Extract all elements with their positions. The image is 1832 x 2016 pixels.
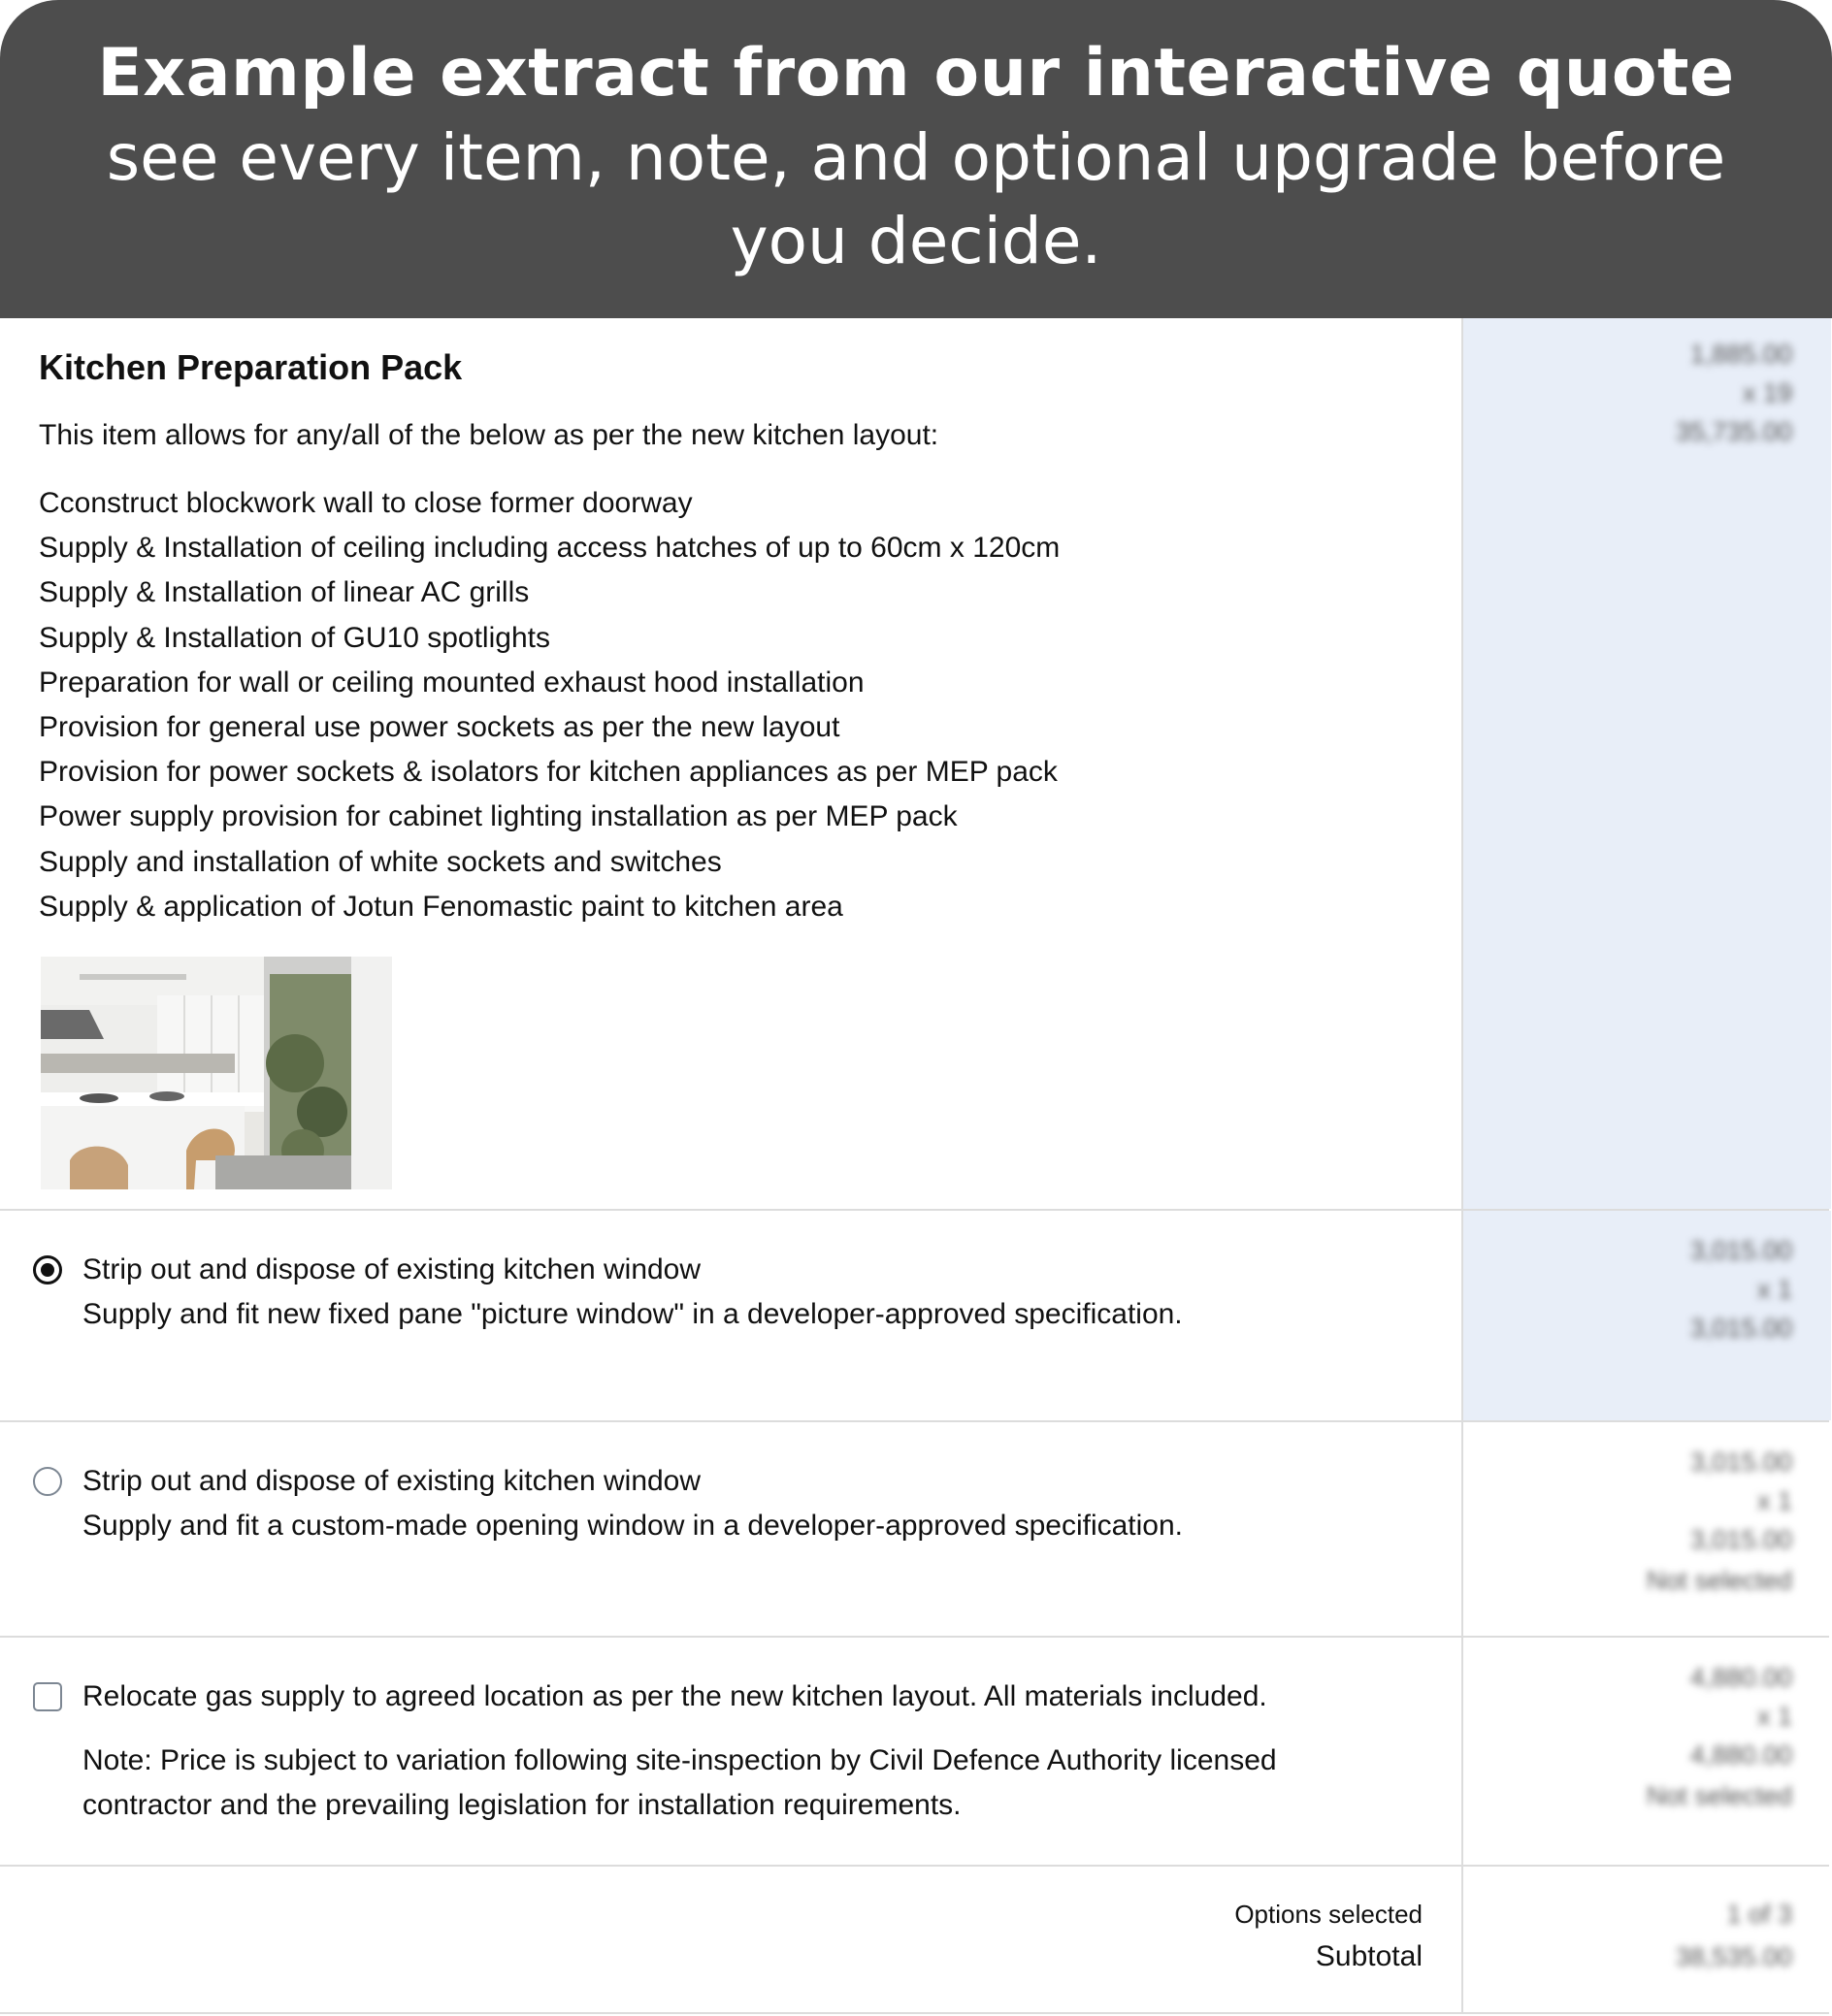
- option-radio-unselected[interactable]: [33, 1467, 62, 1496]
- option-checkbox[interactable]: [33, 1682, 62, 1711]
- option-title: Relocate gas supply to agreed location as per the new kitchen layout. All materials included.: [82, 1680, 1267, 1712]
- option-detail: Supply and fit a custom-made opening window in a developer-approved specification.: [82, 1510, 1184, 1542]
- option-row[interactable]: [0, 1211, 1829, 1422]
- scope-line: Preparation for wall or ceiling mounted exhaust hood installation: [39, 666, 865, 699]
- option-row[interactable]: [0, 1422, 1829, 1638]
- option-price-cell: [1461, 1638, 1831, 1865]
- banner-subline: see every item, note, and optional upgrade before you decide.: [106, 120, 1726, 278]
- main-item-row: [0, 318, 1829, 1211]
- scope-line: Power supply provision for cabinet lighting installation as per MEP pack: [39, 800, 958, 833]
- scope-line: Supply & Installation of ceiling including access hatches of up to 60cm x 120cm: [39, 532, 1061, 565]
- option-title: Strip out and dispose of existing kitchen window: [82, 1253, 702, 1285]
- option-detail: Supply and fit new fixed pane "picture window" in a developer-approved specification.: [82, 1298, 1183, 1330]
- main-item-price-cell: [1461, 318, 1831, 1209]
- selection-status: Not selected: [1646, 1781, 1792, 1810]
- kitchen-photo-illustration: [41, 957, 392, 1189]
- line-total: 4,880.00: [1689, 1740, 1792, 1770]
- quantity: x 1: [1756, 1486, 1792, 1515]
- option-note: Note: Price is subject to variation following site-inspection by Civil Defence Authority licensed contractor and the prevailing legislation for installation requirements.: [82, 1744, 1277, 1821]
- item-title: Kitchen Preparation Pack: [39, 347, 463, 387]
- selection-status: Not selected: [1646, 1566, 1792, 1595]
- option-title: Strip out and dispose of existing kitchen window: [82, 1465, 702, 1497]
- unit-price: 3,015.00: [1689, 1236, 1792, 1265]
- scope-line: Cconstruct blockwork wall to close former doorway: [39, 487, 693, 519]
- subtotal-label: Subtotal: [1315, 1940, 1423, 1972]
- unit-price: 3,015.00: [1689, 1447, 1792, 1477]
- unit-price: 1,885.00: [1689, 340, 1792, 369]
- option-description: [0, 1211, 1461, 1420]
- main-item-description: [0, 318, 1461, 1209]
- totals-labels: [0, 1867, 1461, 2012]
- subtotal-value: 38,535.00: [1675, 1942, 1792, 1971]
- option-price-cell: [1461, 1422, 1831, 1636]
- totals-row: [0, 1867, 1829, 2014]
- unit-price: 4,880.00: [1689, 1663, 1792, 1692]
- quantity: x 19: [1742, 378, 1792, 407]
- quote-table: [0, 318, 1829, 2014]
- quantity: x 1: [1756, 1275, 1792, 1304]
- scope-line: Supply & application of Jotun Fenomastic paint to kitchen area: [39, 890, 843, 923]
- options-selected-value: 1 of 3: [1726, 1900, 1792, 1929]
- quantity: x 1: [1756, 1702, 1792, 1731]
- scope-line: Supply and installation of white sockets and switches: [39, 845, 722, 878]
- scope-line: Provision for power sockets & isolators for kitchen appliances as per MEP pack: [39, 756, 1058, 789]
- option-radio-selected[interactable]: [33, 1255, 62, 1284]
- option-description: [0, 1638, 1461, 1865]
- option-price-cell: [1461, 1211, 1831, 1420]
- options-selected-label: Options selected: [1234, 1900, 1423, 1929]
- scope-line: Provision for general use power sockets as per the new layout: [39, 710, 840, 743]
- line-total: 3,015.00: [1689, 1525, 1792, 1554]
- scope-line: Supply & Installation of linear AC grills: [39, 576, 530, 609]
- item-intro: This item allows for any/all of the below as per the new kitchen layout:: [39, 419, 939, 451]
- banner-headline: Example extract from our interactive quote: [97, 35, 1735, 112]
- option-row[interactable]: [0, 1638, 1829, 1867]
- headline-banner: [0, 0, 1832, 318]
- kitchen-photo[interactable]: [41, 957, 392, 1189]
- option-description: [0, 1422, 1461, 1636]
- item-scope-list: [39, 481, 1060, 929]
- line-total: 35,735.00: [1675, 417, 1792, 446]
- scope-line: Supply & Installation of GU10 spotlights: [39, 621, 550, 654]
- totals-values: [1461, 1867, 1831, 2012]
- line-total: 3,015.00: [1689, 1314, 1792, 1343]
